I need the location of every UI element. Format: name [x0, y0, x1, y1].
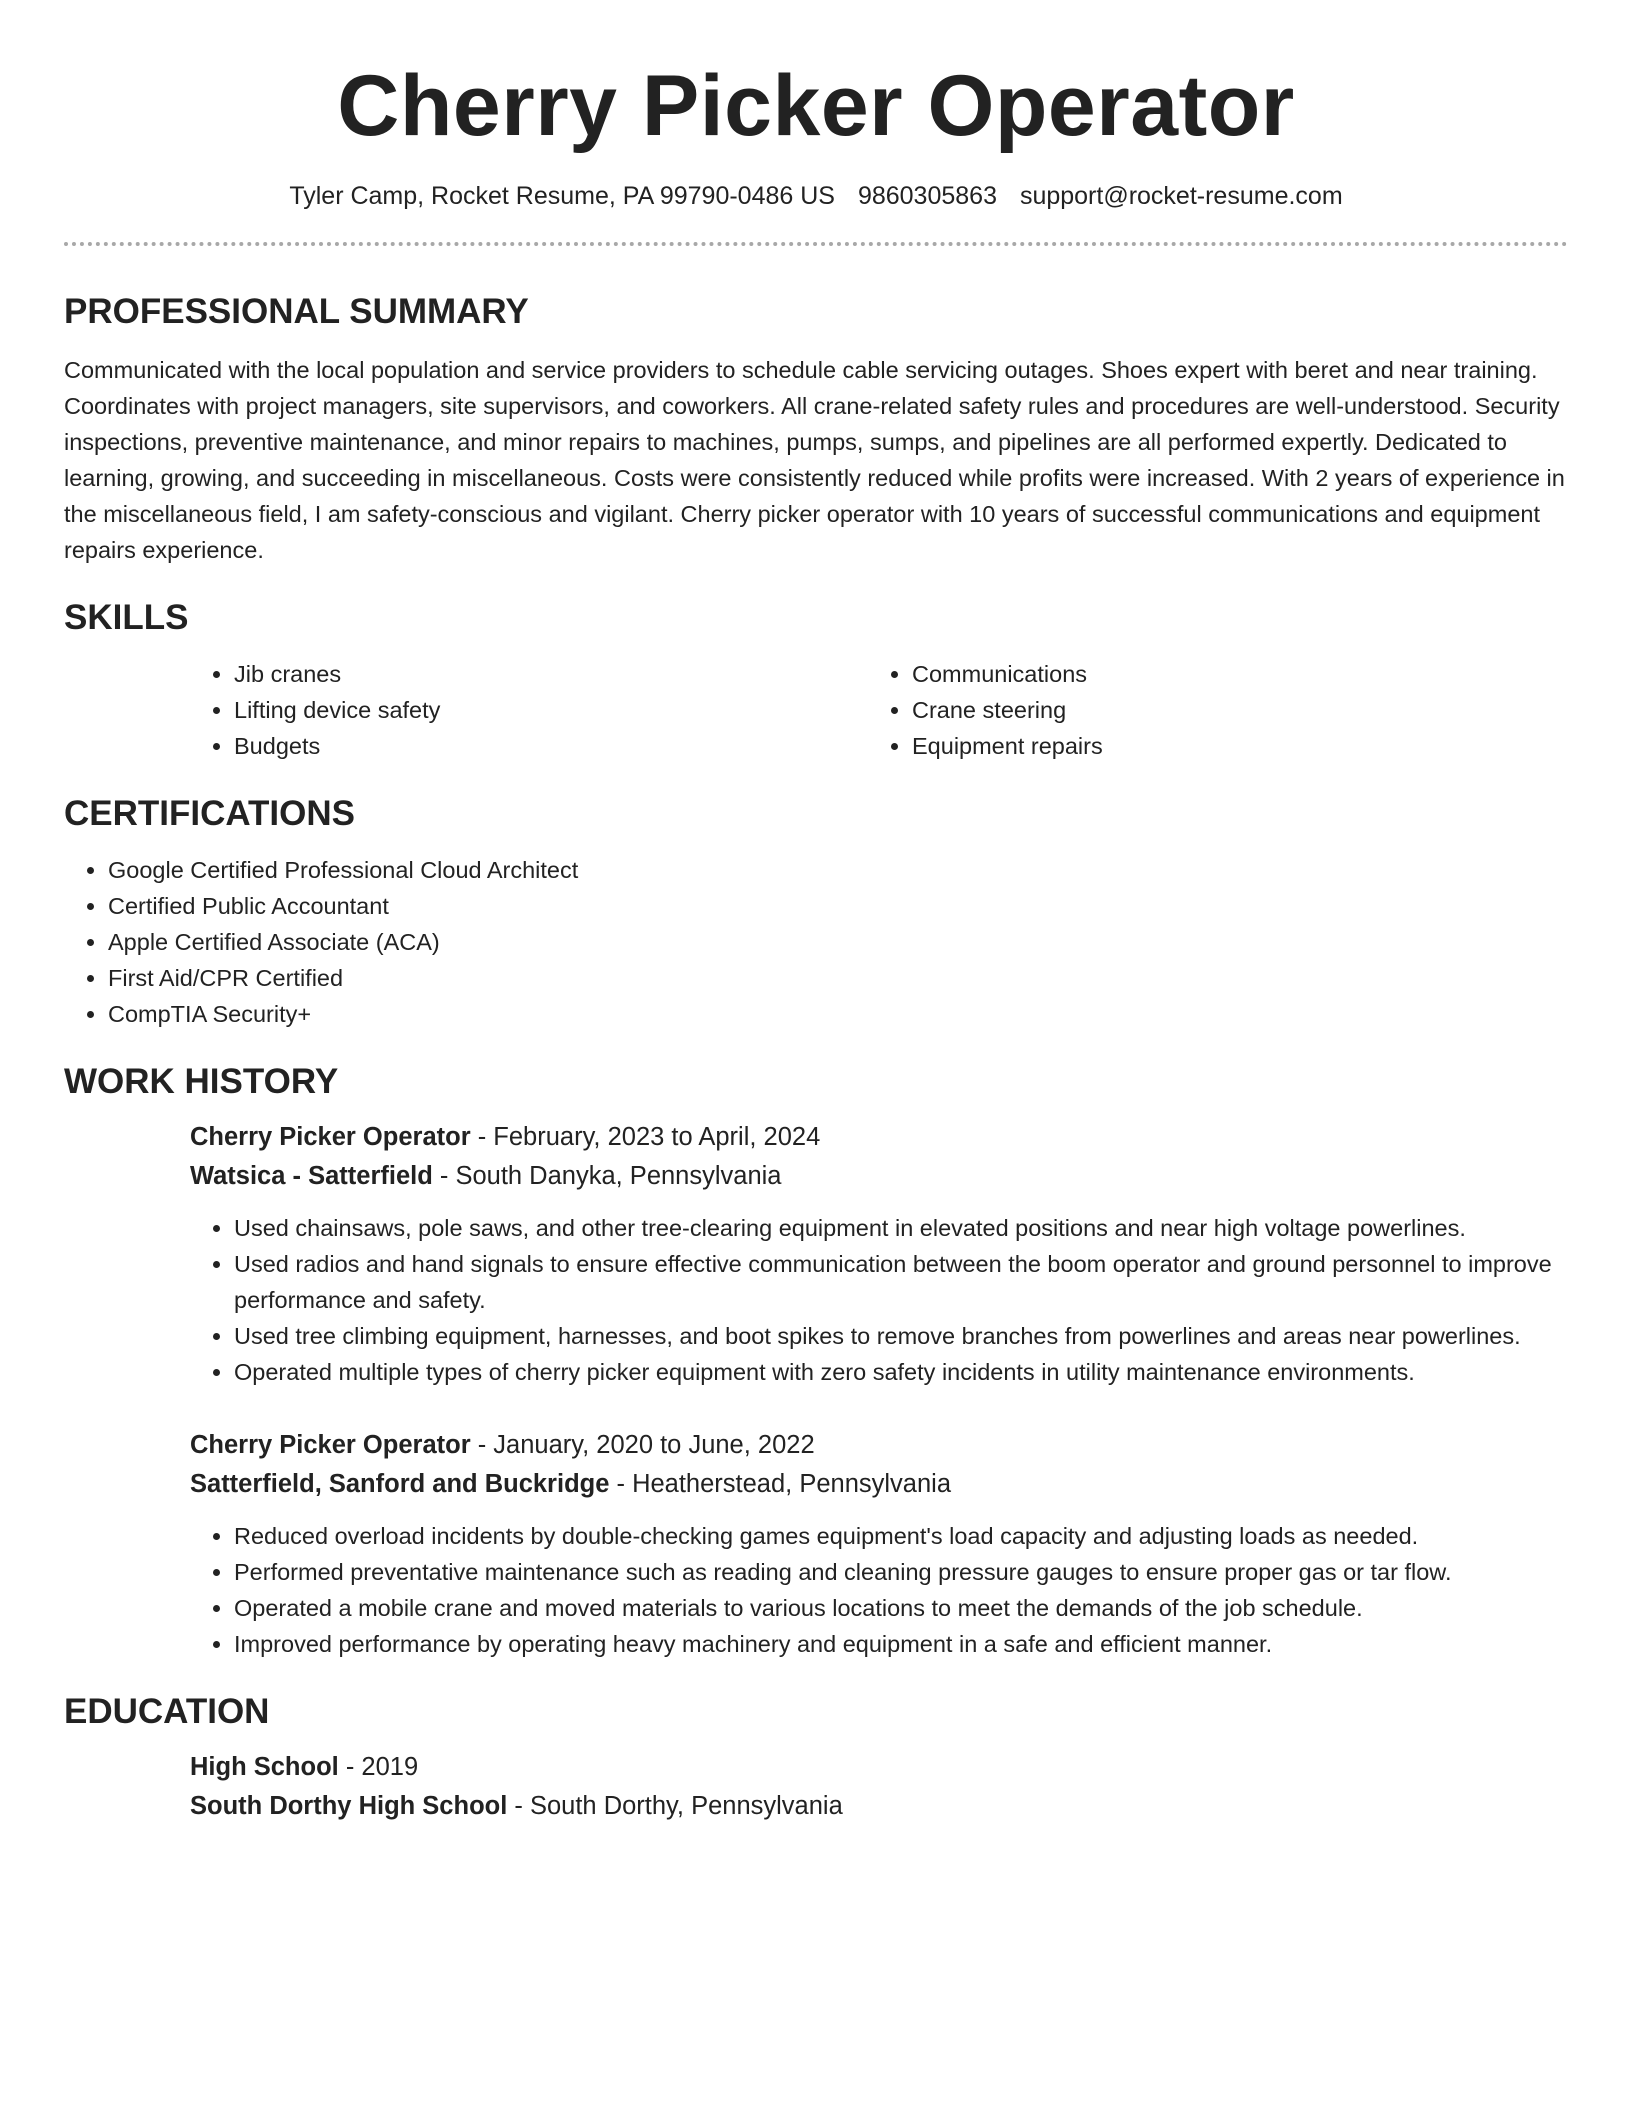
skills-heading: SKILLS	[64, 598, 189, 637]
job-duty: • Used radios and hand signals to ensure effective communication between the boom operator and ground personnel to improve performance and safety.	[234, 1246, 1568, 1318]
skill-item: • Communications	[912, 656, 1546, 692]
job-location: - Heatherstead, Pennsylvania	[609, 1470, 952, 1498]
skills-column-left	[190, 640, 868, 764]
job-duty: • Operated multiple types of cherry picker equipment with zero safety incidents in utility maintenance environments.	[234, 1354, 1568, 1390]
job-dates: - February, 2023 to April, 2024	[470, 1123, 821, 1151]
summary-heading: PROFESSIONAL SUMMARY	[64, 292, 529, 331]
education-location: - South Dorthy, Pennsylvania	[507, 1792, 843, 1820]
certifications-section	[64, 792, 1568, 1032]
job-duties-list	[190, 1210, 1568, 1390]
job-dates: - January, 2020 to June, 2022	[470, 1431, 815, 1459]
header-divider	[64, 242, 1568, 246]
skills-section	[64, 596, 1568, 764]
contact-line	[64, 180, 1568, 212]
job-company-line	[190, 1465, 1568, 1504]
education-degree: High School	[190, 1753, 339, 1781]
contact-phone: 9860305863	[857, 182, 997, 210]
skills-list-right	[868, 656, 1546, 764]
skill-item: • Crane steering	[912, 692, 1546, 728]
skill-item: • Equipment repairs	[912, 728, 1546, 764]
job-role: Cherry Picker Operator	[190, 1431, 471, 1459]
contact-email: support@rocket-resume.com	[1019, 182, 1343, 210]
summary-section	[64, 290, 1568, 568]
education-year: - 2019	[338, 1753, 419, 1781]
job-duty: • Operated a mobile crane and moved materials to various locations to meet the demands of the job schedule.	[234, 1590, 1568, 1626]
job-duty: • Used chainsaws, pole saws, and other tree-clearing equipment in elevated positions and near high voltage powerlines.	[234, 1210, 1568, 1246]
skills-column-right	[868, 640, 1546, 764]
skill-item: • Budgets	[234, 728, 868, 764]
skill-item: • Lifting device safety	[234, 692, 868, 728]
certification-item: • First Aid/CPR Certified	[108, 960, 1568, 996]
job-entry	[190, 1118, 1568, 1390]
certifications-heading: CERTIFICATIONS	[64, 794, 356, 833]
education-degree-line	[190, 1748, 1568, 1787]
education-heading: EDUCATION	[64, 1692, 270, 1731]
job-duty: • Used tree climbing equipment, harnesses, and boot spikes to remove branches from powerlines and areas near powerlines.	[234, 1318, 1568, 1354]
job-duty: • Performed preventative maintenance such as reading and cleaning pressure gauges to ensure proper gas or tar flow.	[234, 1554, 1568, 1590]
education-school: South Dorthy High School	[190, 1792, 508, 1820]
skill-item: • Jib cranes	[234, 656, 868, 692]
job-location: - South Danyka, Pennsylvania	[432, 1162, 782, 1190]
education-section	[64, 1690, 1568, 1826]
job-company-line	[190, 1157, 1568, 1196]
job-duty: • Reduced overload incidents by double-checking games equipment's load capacity and adjusting loads as needed.	[234, 1518, 1568, 1554]
resume-title: Cherry Picker Operator	[337, 58, 1295, 154]
skills-grid	[190, 640, 1568, 764]
resume-header	[64, 0, 1568, 246]
job-title-line	[190, 1118, 1568, 1157]
education-school-line	[190, 1787, 1568, 1826]
work-history-section	[64, 1060, 1568, 1662]
job-duty: • Improved performance by operating heavy machinery and equipment in a safe and efficient manner.	[234, 1626, 1568, 1662]
summary-text: Communicated with the local population and service providers to schedule cable servicing outages. Shoes expert with beret and near training. Coordinates with project managers, site supervisors, and coworkers. All crane-related safety rules and procedures are well-understood. Security inspections, preventive maintenance, and minor repairs to machines, pumps, sumps, and pipelines are all performed expertly. Dedicated to learning, growing, and succeeding in miscellaneous. Costs were consistently reduced while profits were increased. With 2 years of experience in the miscellaneous field, I am safety-conscious and vigilant. Cherry picker operator with 10 years of successful communications and equipment repairs experience.	[64, 357, 1565, 563]
work-history-heading: WORK HISTORY	[64, 1062, 339, 1101]
job-duties-list	[190, 1518, 1568, 1662]
certification-item: • Google Certified Professional Cloud Architect	[108, 852, 1568, 888]
job-entry	[190, 1426, 1568, 1662]
job-title-line	[190, 1426, 1568, 1465]
certifications-list	[64, 852, 1568, 1032]
education-entry	[190, 1748, 1568, 1826]
job-company: Watsica - Satterfield	[190, 1162, 433, 1190]
job-role: Cherry Picker Operator	[190, 1123, 471, 1151]
skills-list-left	[190, 656, 868, 764]
certification-item: • CompTIA Security+	[108, 996, 1568, 1032]
contact-address: Tyler Camp, Rocket Resume, PA 99790-0486 US	[289, 182, 835, 210]
certification-item: • Certified Public Accountant	[108, 888, 1568, 924]
certification-item: • Apple Certified Associate (ACA)	[108, 924, 1568, 960]
job-company: Satterfield, Sanford and Buckridge	[190, 1470, 610, 1498]
